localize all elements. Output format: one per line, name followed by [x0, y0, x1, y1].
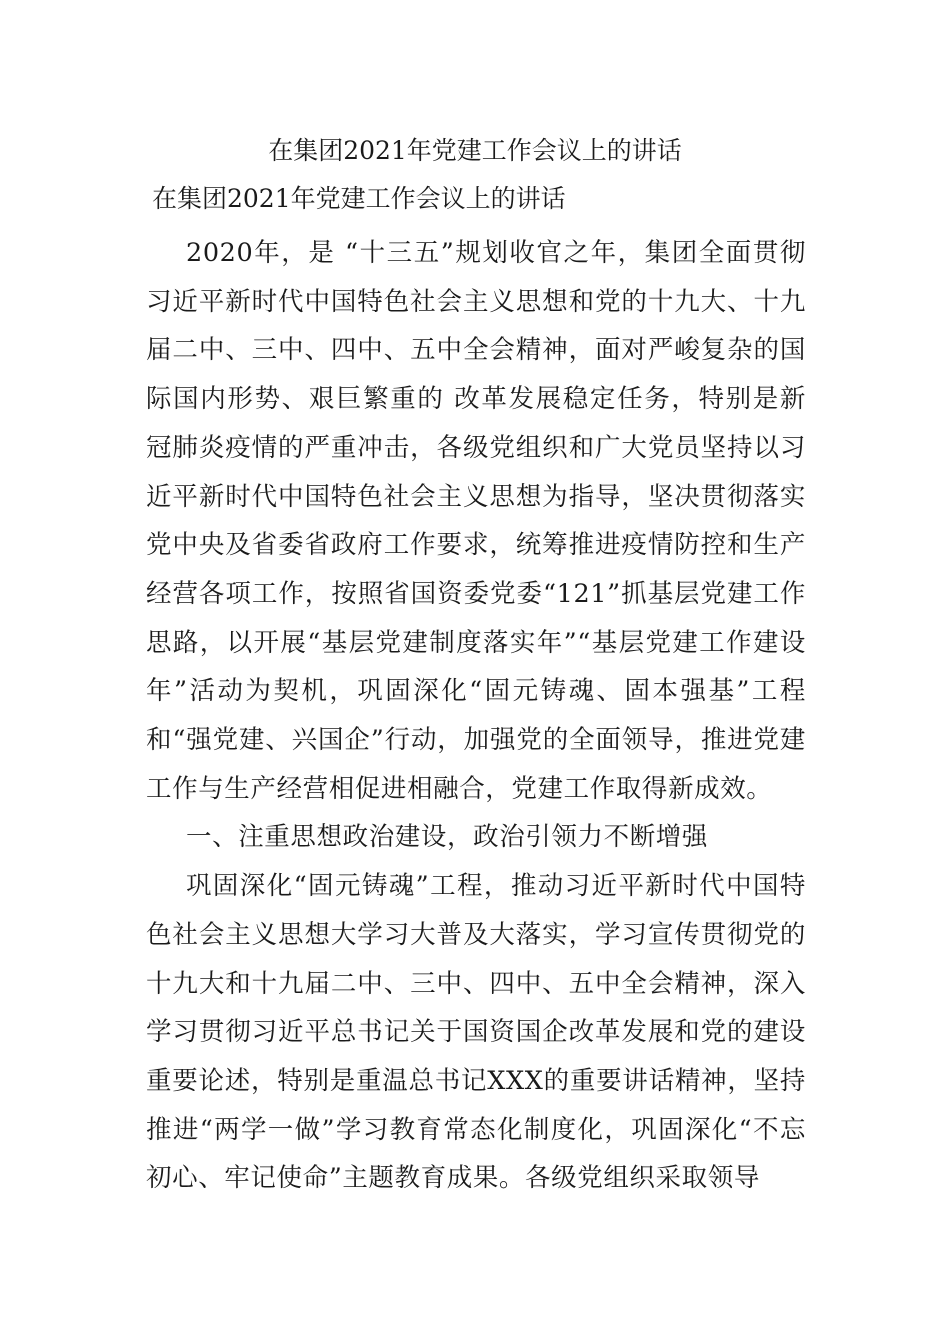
section-paragraph: 巩固深化“固元铸魂”工程，推动习近平新时代中国特色社会主义思想大学习大普及大落实，学习宣传贯彻党的十九大和十九届二中、三中、四中、五中全会精神，深入学习贯彻习近平总书记关于国资国企改革发展和党的建设重要论述，特别是重温总书记XXX的重要讲话精神，坚持推进“两学一做”学习教育常态化制度化，巩固深化“不忘初心、牢记使命”主题教育成果。各级党组织采取领导 [146, 871, 806, 1194]
document-title: 在集团2021年党建工作会议上的讲话 [268, 136, 682, 165]
intro-paragraph: 2020年，是 “十三五”规划收官之年，集团全面贯彻习近平新时代中国特色社会主义思想和党的十九大、十九届二中、三中、四中、五中全会精神，面对严峻复杂的国际国内形势、艰巨繁重的 改革发展稳定任务，特别是新冠肺炎疫情的严重冲击，各级党组织和广大党员坚持以习近平新时代中国特色社会主义思想为指导，坚决贯彻落实党中央及省委省政府工作要求，统筹推进疫情防控和生产经营各项工作，按照省国资委党委“121”抓基层党建工作思路，以开展“基层党建制度落实年”“基层党建工作建设年”活动为契机，巩固深化“固元铸魂、固本强基”工程和“强党建、兴国企”行动，加强党的全面领导，推进党建工作与生产经营相促进相融合，党建工作取得新成效。 [146, 238, 806, 804]
document-subtitle: 在集团2021年党建工作会议上的讲话 [152, 184, 566, 213]
section-heading: 一、注重思想政治建设，政治引领力不断增强 [186, 822, 709, 853]
document-body [146, 229, 806, 1203]
